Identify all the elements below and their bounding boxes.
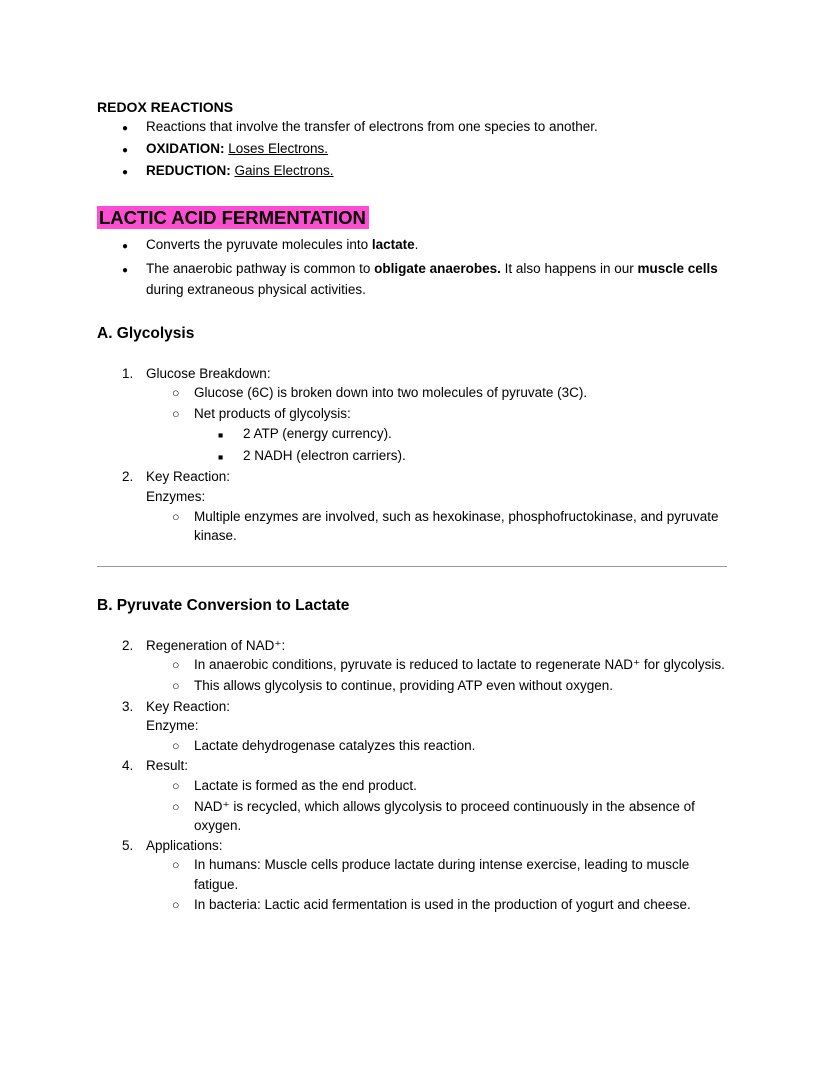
section-lactate (97, 595, 727, 915)
list-item-text: 2 ATP (energy currency). (243, 426, 392, 442)
list-item (97, 424, 727, 446)
list-item (97, 161, 727, 183)
list-item (97, 117, 727, 139)
numbered-item (97, 467, 727, 487)
bullet-circle-icon: ○ (172, 406, 180, 421)
bold-text: REDUCTION: (146, 163, 235, 178)
list-item-text: Result: (146, 758, 189, 774)
redox-list (97, 117, 727, 183)
bullet-square-icon: ■ (218, 430, 224, 441)
bullet-square-icon: ■ (218, 451, 224, 462)
list-item-text: NAD⁺ is recycled, which allows glycolysis to proceed continuously in the absence of oxygen. (194, 798, 695, 834)
list-item (97, 404, 727, 425)
list-item-text (146, 139, 727, 159)
bullet-disc-icon: ● (122, 264, 129, 276)
numbered-item (97, 756, 727, 776)
list-item-text: Enzyme: (146, 718, 199, 734)
lactate-heading: B. Pyruvate Conversion to Lactate (97, 596, 350, 614)
list-item (97, 446, 727, 468)
list-number: 3. (122, 698, 134, 714)
list-item-text: Lactate dehydrogenase catalyzes this reaction. (194, 737, 476, 753)
continuation-line (97, 716, 727, 736)
list-item (97, 895, 727, 916)
bold-text: muscle cells (637, 260, 718, 276)
bullet-circle-icon: ○ (172, 799, 180, 814)
fermentation-list (97, 234, 727, 301)
list-number: 5. (122, 837, 134, 853)
continuation-line (97, 487, 727, 507)
list-number: 2. (122, 469, 134, 485)
bullet-circle-icon: ○ (172, 858, 180, 873)
glycolysis-list (97, 364, 727, 546)
list-item-text: Glucose Breakdown: (146, 365, 271, 381)
list-item-text: In bacteria: Lactic acid fermentation is used in the production of yogurt and cheese. (194, 896, 691, 912)
list-item-text: Multiple enzymes are involved, such as hexokinase, phosphofructokinase, and pyruvate kinase. (194, 508, 719, 544)
text-segment: It also happens in our (500, 260, 638, 276)
list-item (97, 797, 727, 836)
list-item-text: Key Reaction: (146, 469, 231, 485)
glycolysis-heading: A. Glycolysis (97, 324, 195, 342)
list-number: 4. (122, 758, 134, 774)
section-redox (97, 97, 727, 183)
list-item-text: Reactions that involve the transfer of electrons from one species to another. (146, 119, 598, 134)
list-item (97, 234, 727, 258)
section-divider (97, 566, 727, 567)
bullet-disc-icon: ● (122, 241, 129, 252)
numbered-item (97, 636, 727, 656)
list-item (97, 676, 727, 697)
list-item (97, 776, 727, 797)
text-segment: The anaerobic pathway is common to (146, 260, 375, 276)
list-item-text: Enzymes: (146, 489, 206, 505)
bullet-circle-icon: ○ (172, 386, 180, 401)
list-number: 1. (122, 365, 134, 381)
bullet-disc-icon: ● (122, 123, 129, 134)
underlined-text: Loses Electrons. (228, 141, 329, 156)
list-item-text: Applications: (146, 837, 223, 853)
section-glycolysis (97, 323, 727, 546)
numbered-item (97, 836, 727, 856)
bullet-circle-icon: ○ (172, 509, 180, 524)
bold-text: lactate (371, 237, 415, 252)
list-item-text (146, 258, 727, 301)
bold-text: OXIDATION: (146, 141, 229, 156)
text-segment: during extraneous physical activities. (146, 282, 366, 297)
list-item-text: 2 NADH (electron carriers). (243, 447, 406, 463)
list-item-text: In anaerobic conditions, pyruvate is reduced to lactate to regenerate NAD⁺ for glycolysis. (194, 657, 725, 673)
bullet-circle-icon: ○ (172, 679, 180, 694)
fermentation-heading-highlight: LACTIC ACID FERMENTATION (97, 206, 369, 229)
list-item-text: Regeneration of NAD⁺: (146, 637, 286, 653)
text-segment: Converts the pyruvate molecules into (146, 237, 372, 252)
bullet-circle-icon: ○ (172, 738, 180, 753)
numbered-item (97, 364, 727, 384)
bullet-circle-icon: ○ (172, 779, 180, 793)
list-item (97, 258, 727, 301)
list-item (97, 736, 727, 757)
list-item-text (146, 161, 727, 181)
list-number: 2. (122, 637, 134, 653)
bullet-circle-icon: ○ (172, 658, 180, 673)
list-item-text: In humans: Muscle cells produce lactate during intense exercise, leading to muscle fatigue. (194, 857, 690, 892)
section-fermentation (97, 205, 727, 301)
list-item-text: Net products of glycolysis: (194, 405, 351, 421)
lactate-list (97, 636, 727, 915)
list-item-text (146, 234, 727, 256)
list-item (97, 855, 727, 894)
bullet-disc-icon: ● (122, 167, 129, 178)
fermentation-heading (97, 205, 727, 231)
text-segment: . (414, 237, 419, 252)
list-item-text: Lactate is formed as the end product. (194, 778, 417, 793)
bullet-circle-icon: ○ (172, 897, 180, 912)
list-item (97, 139, 727, 161)
list-item (97, 383, 727, 404)
bold-text: obligate anaerobes. (374, 260, 501, 276)
numbered-item (97, 697, 727, 717)
redox-heading: REDOX REACTIONS (97, 99, 234, 115)
list-item (97, 655, 727, 676)
underlined-text: Gains Electrons. (234, 163, 334, 178)
list-item (97, 507, 727, 546)
list-item-text: Key Reaction: (146, 698, 231, 714)
list-item-text: This allows glycolysis to continue, providing ATP even without oxygen. (194, 678, 613, 694)
list-item-text: Glucose (6C) is broken down into two molecules of pyruvate (3C). (194, 385, 588, 401)
bullet-disc-icon: ● (122, 145, 129, 156)
